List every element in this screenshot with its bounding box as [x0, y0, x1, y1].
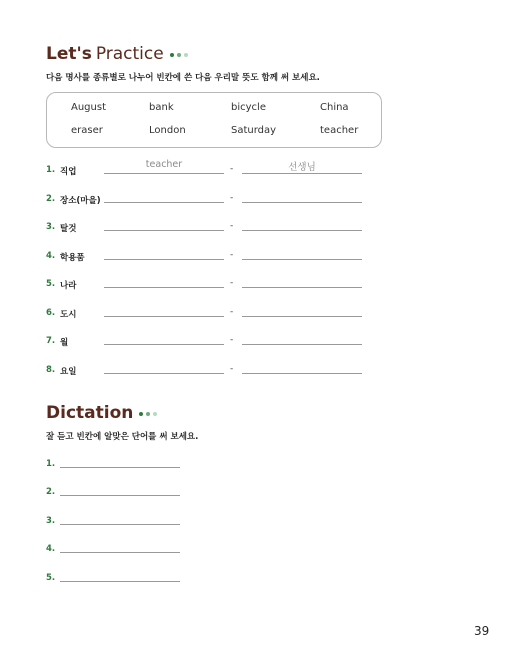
- word-bank: [46, 92, 382, 148]
- row-number: 6.: [46, 308, 56, 318]
- row-number: 5.: [46, 279, 56, 289]
- row-number: 1.: [46, 165, 56, 175]
- separator: -: [230, 335, 234, 345]
- row-number: 4.: [46, 544, 56, 554]
- practice-title-bold: Let's: [46, 44, 92, 64]
- heading-dots-icon: [170, 53, 188, 57]
- heading-dots-icon: [139, 412, 157, 416]
- korean-answer-line[interactable]: [242, 173, 362, 174]
- separator: -: [230, 364, 234, 374]
- row-number: 3.: [46, 222, 56, 232]
- row-number: 7.: [46, 336, 56, 346]
- practice-row: [46, 194, 376, 210]
- english-answer-line[interactable]: [104, 373, 224, 374]
- row-number: 4.: [46, 251, 56, 261]
- dictation-row: [46, 459, 186, 473]
- practice-row: [46, 308, 376, 324]
- dictation-answer-line[interactable]: [60, 495, 180, 496]
- dictation-heading: [46, 403, 157, 423]
- korean-answer-line[interactable]: [242, 202, 362, 203]
- row-label: 학용품: [60, 253, 85, 263]
- separator: -: [230, 307, 234, 317]
- row-label: 직업: [60, 167, 77, 177]
- korean-answer-line[interactable]: [242, 373, 362, 374]
- english-answer-line[interactable]: [104, 287, 224, 288]
- word-bank-item: August: [71, 102, 106, 113]
- row-label: 월: [60, 338, 69, 348]
- word-bank-item: bicycle: [231, 102, 266, 113]
- dictation-row: [46, 544, 186, 558]
- separator: -: [230, 250, 234, 260]
- korean-answer-line[interactable]: [242, 230, 362, 231]
- word-bank-item: Saturday: [231, 125, 277, 136]
- word-bank-item: teacher: [320, 125, 359, 136]
- separator: -: [230, 193, 234, 203]
- separator: -: [230, 164, 234, 174]
- row-number: 2.: [46, 487, 56, 497]
- row-number: 3.: [46, 516, 56, 526]
- answer-korean: 선생님: [288, 162, 316, 173]
- english-answer-line[interactable]: [104, 173, 224, 174]
- dictation-answer-line[interactable]: [60, 581, 180, 582]
- row-label: 도시: [60, 310, 77, 320]
- dictation-row: [46, 573, 186, 587]
- english-answer-line[interactable]: [104, 230, 224, 231]
- dictation-instruction: 잘 듣고 빈칸에 알맞은 단어를 써 보세요.: [46, 432, 199, 442]
- row-number: 2.: [46, 194, 56, 204]
- practice-row: [46, 251, 376, 267]
- korean-answer-line[interactable]: [242, 344, 362, 345]
- word-bank-item: bank: [149, 102, 174, 113]
- practice-row: [46, 365, 376, 381]
- row-number: 8.: [46, 365, 56, 375]
- dictation-answer-line[interactable]: [60, 524, 180, 525]
- row-number: 5.: [46, 573, 56, 583]
- practice-title-light: Practice: [95, 44, 164, 64]
- row-label: 장소(마을): [60, 196, 101, 206]
- row-number: 1.: [46, 459, 56, 469]
- english-answer-line[interactable]: [104, 344, 224, 345]
- dictation-title: Dictation: [46, 403, 134, 423]
- korean-answer-line[interactable]: [242, 287, 362, 288]
- word-bank-item: London: [149, 125, 186, 136]
- row-label: 요일: [60, 367, 77, 377]
- dictation-answer-line[interactable]: [60, 467, 180, 468]
- english-answer-line[interactable]: [104, 202, 224, 203]
- practice-row: [46, 222, 376, 238]
- practice-instruction: 다음 명사를 종류별로 나누어 빈칸에 쓴 다음 우리말 뜻도 함께 써 보세요.: [46, 73, 320, 83]
- dictation-answer-line[interactable]: [60, 552, 180, 553]
- dictation-row: [46, 516, 186, 530]
- practice-row: [46, 336, 376, 352]
- word-bank-item: China: [320, 102, 349, 113]
- word-bank-item: eraser: [71, 125, 103, 136]
- row-label: 나라: [60, 281, 77, 291]
- english-answer-line[interactable]: [104, 316, 224, 317]
- page-number: 39: [474, 624, 490, 638]
- practice-row: [46, 159, 376, 181]
- korean-answer-line[interactable]: [242, 259, 362, 260]
- separator: -: [230, 221, 234, 231]
- row-label: 탈것: [60, 224, 77, 234]
- korean-answer-line[interactable]: [242, 316, 362, 317]
- dictation-row: [46, 487, 186, 501]
- practice-row: [46, 279, 376, 295]
- answer-english: teacher: [145, 159, 183, 170]
- separator: -: [230, 278, 234, 288]
- practice-heading: [46, 44, 188, 64]
- english-answer-line[interactable]: [104, 259, 224, 260]
